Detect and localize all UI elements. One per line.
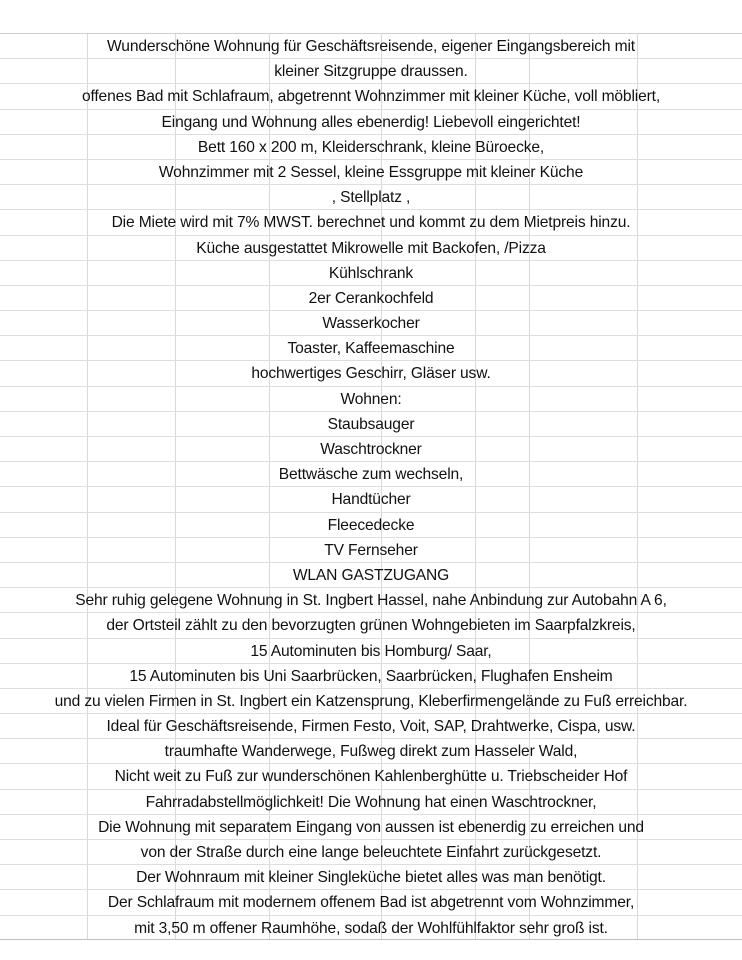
text-row: Wohnen:	[0, 387, 742, 412]
text-row: traumhafte Wanderwege, Fußweg direkt zum Hasseler Wald,	[0, 739, 742, 764]
text-row: 15 Autominuten bis Uni Saarbrücken, Saarbrücken, Flughafen Ensheim	[0, 664, 742, 689]
text-row: von der Straße durch eine lange beleuchtete Einfahrt zurückgesetzt.	[0, 840, 742, 865]
text-row: Kühlschrank	[0, 261, 742, 286]
spreadsheet-document	[0, 33, 742, 940]
text-row: 2er Cerankochfeld	[0, 286, 742, 311]
text-row: Waschtrockner	[0, 437, 742, 462]
bottom-margin	[0, 940, 742, 960]
text-row: TV Fernseher	[0, 538, 742, 563]
text-row: Fleecedecke	[0, 513, 742, 538]
text-row: offenes Bad mit Schlafraum, abgetrennt Wohnzimmer mit kleiner Küche, voll möbliert,	[0, 84, 742, 109]
text-row: Wohnzimmer mit 2 Sessel, kleine Essgruppe mit kleiner Küche	[0, 160, 742, 185]
text-row: Bett 160 x 200 m, Kleiderschrank, kleine Büroecke,	[0, 135, 742, 160]
text-row: kleiner Sitzgruppe draussen.	[0, 59, 742, 84]
text-row: Toaster, Kaffeemaschine	[0, 336, 742, 361]
text-row: Wunderschöne Wohnung für Geschäftsreisende, eigener Eingangsbereich mit	[0, 34, 742, 59]
text-row: Fahrradabstellmöglichkeit! Die Wohnung hat einen Waschtrockner,	[0, 790, 742, 815]
text-row: WLAN GASTZUGANG	[0, 563, 742, 588]
text-row: Die Miete wird mit 7% MWST. berechnet und kommt zu dem Mietpreis hinzu.	[0, 210, 742, 235]
text-row: Ideal für Geschäftsreisende, Firmen Festo, Voit, SAP, Drahtwerke, Cispa, usw.	[0, 714, 742, 739]
text-row: Handtücher	[0, 487, 742, 512]
text-row: und zu vielen Firmen in St. Ingbert ein Katzensprung, Kleberfirmengelände zu Fuß erreichbar.	[0, 689, 742, 714]
text-row: Staubsauger	[0, 412, 742, 437]
text-row: Eingang und Wohnung alles ebenerdig! Liebevoll eingerichtet!	[0, 110, 742, 135]
text-row: Der Wohnraum mit kleiner Singleküche bietet alles was man benötigt.	[0, 865, 742, 890]
text-row: , Stellplatz ,	[0, 185, 742, 210]
text-row: 15 Autominuten bis Homburg/ Saar,	[0, 639, 742, 664]
text-row: Der Schlafraum mit modernem offenem Bad ist abgetrennt vom Wohnzimmer,	[0, 890, 742, 915]
text-row: Küche ausgestattet Mikrowelle mit Backofen, /Pizza	[0, 236, 742, 261]
text-row: Nicht weit zu Fuß zur wunderschönen Kahlenberghütte u. Triebscheider Hof	[0, 764, 742, 789]
text-row: der Ortsteil zählt zu den bevorzugten grünen Wohngebieten im Saarpfalzkreis,	[0, 613, 742, 638]
text-row: Sehr ruhig gelegene Wohnung in St. Ingbert Hassel, nahe Anbindung zur Autobahn A 6,	[0, 588, 742, 613]
text-row: hochwertiges Geschirr, Gläser usw.	[0, 361, 742, 386]
text-row: Wasserkocher	[0, 311, 742, 336]
text-row: Bettwäsche zum wechseln,	[0, 462, 742, 487]
text-row: mit 3,50 m offener Raumhöhe, sodaß der Wohlfühlfaktor sehr groß ist.	[134, 919, 608, 937]
text-row: Die Wohnung mit separatem Eingang von aussen ist ebenerdig zu erreichen und	[0, 815, 742, 840]
